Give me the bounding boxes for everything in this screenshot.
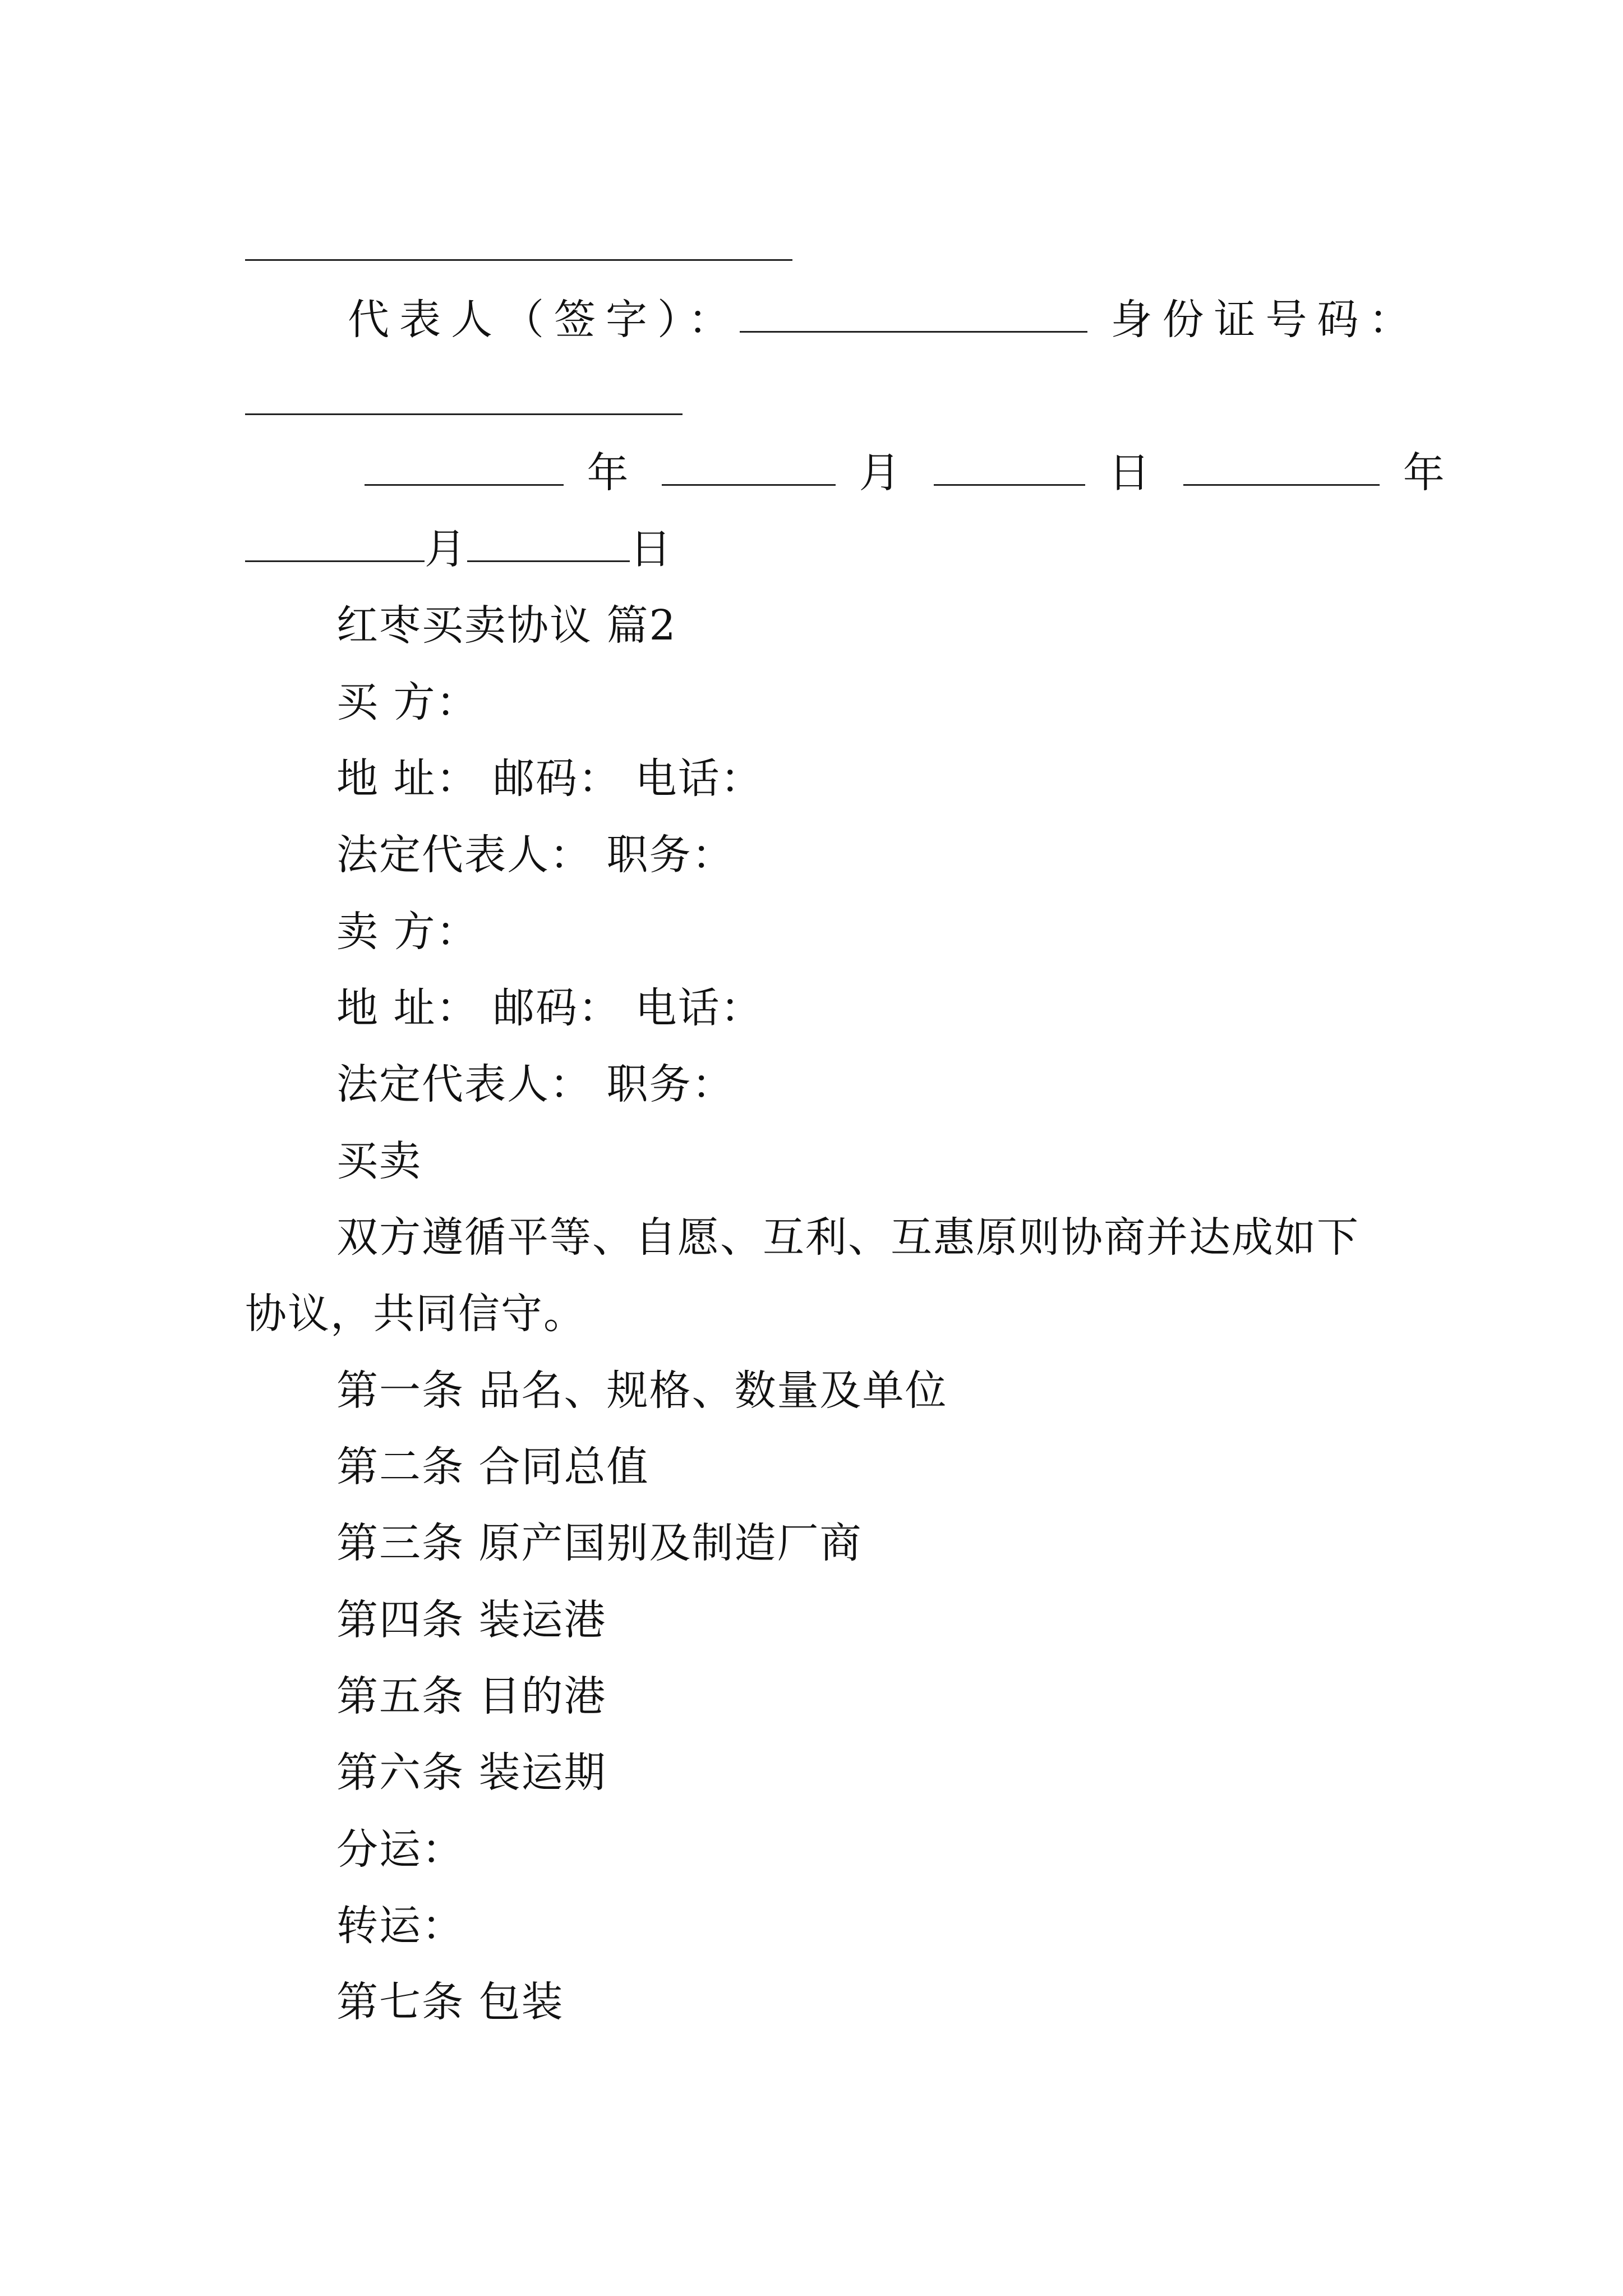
seller-representative: 法定代表人： 职务： bbox=[336, 1060, 735, 1108]
buyer-label: 买 方： bbox=[336, 678, 479, 726]
id-number-label: 身份证号码： bbox=[1110, 296, 1421, 344]
id-number-field[interactable] bbox=[245, 413, 683, 415]
buyer-representative: 法定代表人： 职务： bbox=[336, 831, 735, 879]
date-row-2 bbox=[245, 525, 672, 573]
month-blank-2[interactable] bbox=[245, 560, 425, 562]
day-label-2: 日 bbox=[630, 525, 672, 573]
year-label-2: 年 bbox=[1403, 449, 1455, 497]
parties-word: 买卖 bbox=[336, 1137, 422, 1185]
intro-paragraph-line-2: 协议，共同信守。 bbox=[245, 1290, 586, 1338]
day-blank-2[interactable] bbox=[467, 560, 630, 562]
section-title: 红枣买卖协议 篇2 bbox=[336, 601, 677, 650]
date-row-1 bbox=[365, 449, 1455, 497]
article-6: 第六条 装运期 bbox=[336, 1749, 607, 1797]
day-label-1: 日 bbox=[1108, 449, 1160, 497]
representative-signature-field[interactable] bbox=[740, 331, 1087, 333]
article-2: 第二条 合同总值 bbox=[336, 1443, 649, 1491]
seller-contact: 地 址： 邮码： 电话： bbox=[336, 984, 763, 1032]
signature-blank-line bbox=[245, 259, 792, 261]
article-5: 第五条 目的港 bbox=[336, 1672, 607, 1720]
month-blank-1[interactable] bbox=[662, 484, 836, 486]
article-1: 第一条 品名、规格、数量及单位 bbox=[336, 1366, 948, 1415]
month-label-1: 月 bbox=[859, 449, 911, 497]
article-3: 第三条 原产国别及制造厂商 bbox=[336, 1519, 863, 1567]
transshipment-label: 转运： bbox=[336, 1902, 464, 1950]
seller-label: 卖 方： bbox=[336, 908, 479, 956]
intro-paragraph-line-1: 双方遵循平等、自愿、互利、互惠原则协商并达成如下 bbox=[336, 1213, 1359, 1262]
day-blank-1[interactable] bbox=[934, 484, 1085, 486]
article-7: 第七条 包装 bbox=[336, 1978, 564, 2026]
year-blank-2[interactable] bbox=[1183, 484, 1380, 486]
article-4: 第四条 装运港 bbox=[336, 1596, 607, 1644]
representative-line bbox=[348, 296, 1421, 344]
year-label-1: 年 bbox=[587, 449, 639, 497]
representative-label: 代表人（签字）： bbox=[348, 296, 740, 344]
partial-shipment-label: 分运： bbox=[336, 1825, 464, 1874]
month-label-2: 月 bbox=[425, 525, 467, 573]
year-blank-1[interactable] bbox=[365, 484, 564, 486]
buyer-contact: 地 址： 邮码： 电话： bbox=[336, 754, 763, 803]
